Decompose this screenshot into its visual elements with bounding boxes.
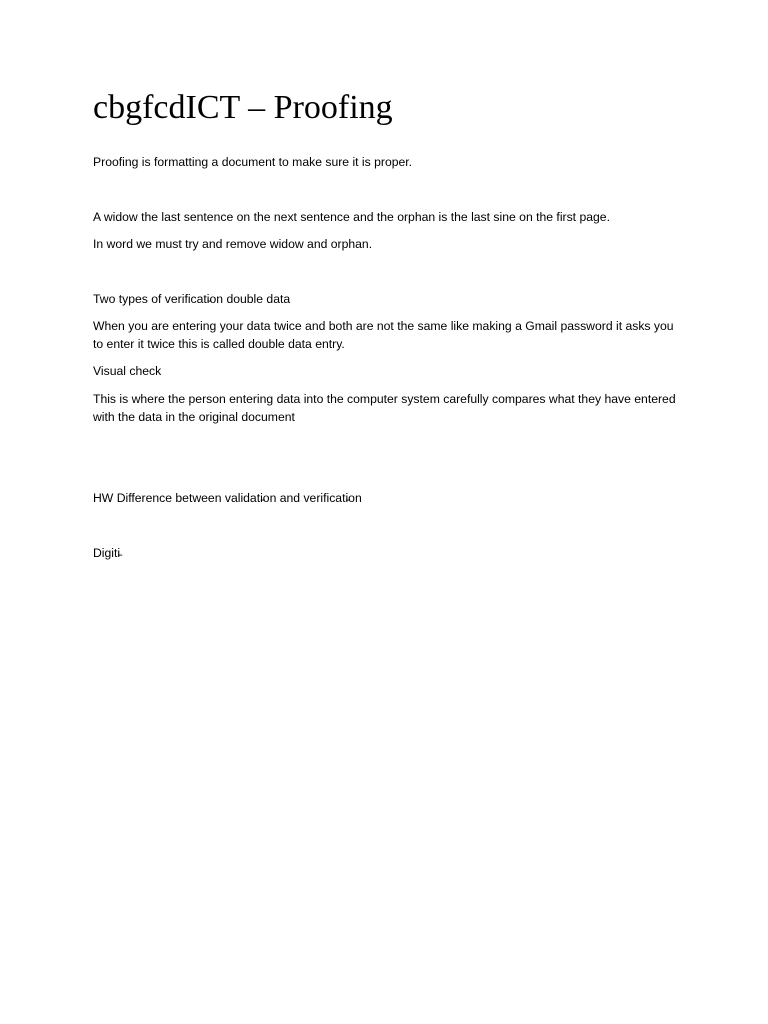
- heading-visual-check: Visual check: [93, 364, 162, 378]
- paragraph-double-data-entry: When you are entering your data twice and both are not the same like making a Gmail password it asks you to enter it twice this is called double data entry.: [93, 319, 674, 351]
- paragraph-digiti: Digiti̵: [93, 546, 121, 560]
- paragraph-widow-orphan: A widow the last sentence on the next sentence and the orphan is the last sine on the first page.: [93, 210, 610, 224]
- paragraph-proofing-definition: Proofing is formatting a document to make sure it is proper.: [93, 155, 413, 169]
- paragraph-visual-check: This is where the person entering data into the computer system carefully compares what they have entered with the data in the original document: [93, 392, 676, 424]
- page-title: cbgfcdICT – Proofing: [93, 89, 393, 126]
- paragraph-remove-widow-orphan: In word we must try and remove widow and orphan.: [93, 237, 373, 251]
- paragraph-homework: HW Difference between validati̵on and verificati̵on: [93, 491, 362, 505]
- heading-verification-types: Two types of verificati̵on double data: [93, 292, 291, 306]
